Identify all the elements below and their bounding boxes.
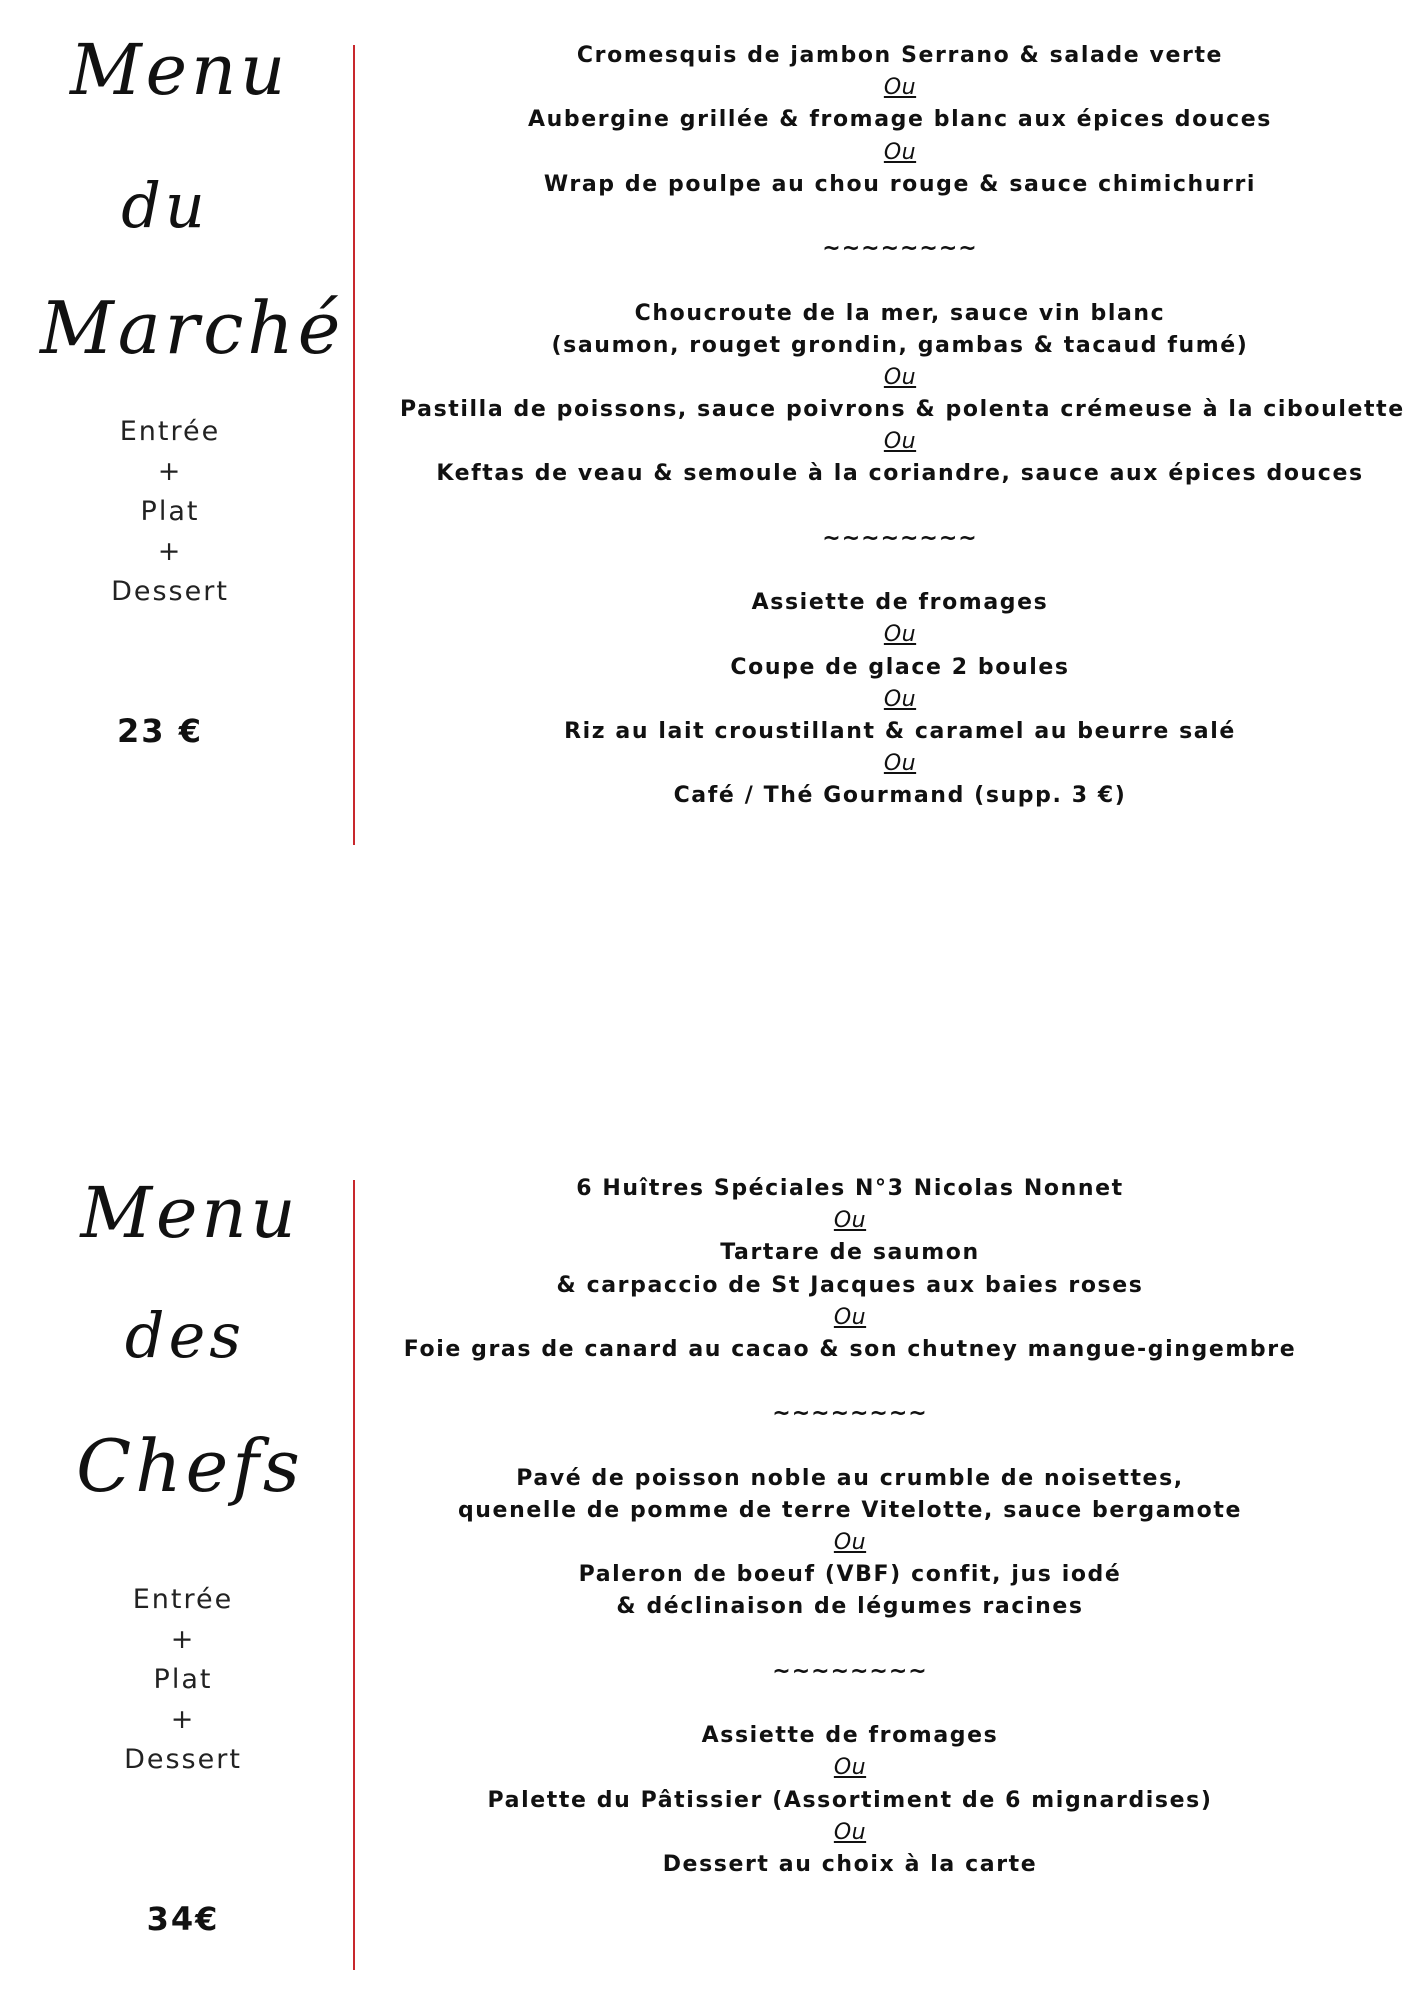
course-separator: ~~~~~~~~ <box>822 236 978 262</box>
menu-title-word-3: Marché <box>40 286 345 370</box>
dessert-item: Dessert au choix à la carte <box>662 1851 1038 1877</box>
entree-item: 6 Huîtres Spéciales N°3 Nicolas Nonnet <box>576 1176 1124 1201</box>
or-label: Ou <box>883 751 917 777</box>
or-label: Ou <box>833 1530 867 1556</box>
menu-title-word-1: Menu <box>80 1172 300 1254</box>
entree-item: Aubergine grillée & fromage blanc aux épices douces <box>528 107 1272 133</box>
entree-item: & carpaccio de St Jacques aux baies roses <box>556 1272 1144 1298</box>
or-label: Ou <box>883 75 917 101</box>
menu-title-word-1: Menu <box>70 29 290 111</box>
menu-formula <box>83 1580 283 1780</box>
formula-plus: + <box>157 536 183 567</box>
formula-dessert: Dessert <box>111 576 229 607</box>
formula-plat: Plat <box>153 1664 213 1695</box>
dessert-item: Assiette de fromages <box>701 1723 999 1749</box>
red-vertical-divider <box>353 45 355 845</box>
or-label: Ou <box>833 1304 867 1330</box>
menu-price: 23 € <box>117 712 203 750</box>
entree-item: Cromesquis de jambon Serrano & salade verte <box>576 43 1224 68</box>
or-label: Ou <box>833 1755 867 1781</box>
menu-du-marche-section <box>0 0 1414 850</box>
formula-plat: Plat <box>140 496 200 527</box>
formula-entree: Entrée <box>132 1584 234 1615</box>
menu-price: 34€ <box>146 1900 220 1938</box>
menu-formula <box>70 412 270 612</box>
or-label: Ou <box>833 1819 867 1845</box>
entree-item: Tartare de saumon <box>720 1240 980 1266</box>
or-label: Ou <box>883 622 917 648</box>
dessert-item: Assiette de fromages <box>751 590 1049 616</box>
plat-item: Choucroute de la mer, sauce vin blanc <box>634 300 1166 326</box>
menu-des-chefs-section <box>0 1140 1414 2000</box>
plat-item: (saumon, rouget grondin, gambas & tacaud fumé) <box>551 332 1249 358</box>
formula-dessert: Dessert <box>124 1744 242 1775</box>
course-separator: ~~~~~~~~ <box>822 525 978 551</box>
plat-item: Pastilla de poissons, sauce poivrons & polenta crémeuse à la ciboulette <box>400 397 1405 423</box>
or-label: Ou <box>883 139 917 165</box>
menu-courses <box>390 1173 1310 1881</box>
entree-item: Foie gras de canard au cacao & son chutney mangue-gingembre <box>403 1336 1297 1362</box>
menu-title-word-2: des <box>124 1299 246 1372</box>
or-label: Ou <box>883 429 917 455</box>
formula-plus: + <box>170 1704 196 1735</box>
plat-item: Keftas de veau & semoule à la coriandre, sauce aux épices douces <box>436 461 1364 487</box>
or-label: Ou <box>883 364 917 390</box>
dessert-item: Café / Thé Gourmand (supp. 3 €) <box>673 783 1127 809</box>
menu-courses <box>400 40 1405 813</box>
menu-title-word-3: Chefs <box>76 1424 304 1508</box>
dessert-item: Coupe de glace 2 boules <box>730 654 1070 680</box>
or-label: Ou <box>883 686 917 712</box>
entree-item: Wrap de poulpe au chou rouge & sauce chimichurri <box>543 171 1257 197</box>
plat-item: Pavé de poisson noble au crumble de noisettes, <box>516 1465 1184 1491</box>
dessert-item: Palette du Pâtissier (Assortiment de 6 mignardises) <box>487 1787 1213 1813</box>
formula-plus: + <box>170 1624 196 1655</box>
course-separator: ~~~~~~~~ <box>772 1658 928 1684</box>
formula-plus: + <box>157 456 183 487</box>
plat-item: quenelle de pomme de terre Vitelotte, sauce bergamote <box>457 1497 1243 1523</box>
course-separator: ~~~~~~~~ <box>772 1401 928 1427</box>
menu-title-word-2: du <box>121 169 209 242</box>
or-label: Ou <box>833 1208 867 1234</box>
plat-item: Paleron de boeuf (VBF) confit, jus iodé <box>578 1562 1122 1588</box>
red-vertical-divider <box>353 1180 355 1970</box>
dessert-item: Riz au lait croustillant & caramel au beurre salé <box>564 718 1236 744</box>
plat-item: & déclinaison de légumes racines <box>616 1594 1084 1620</box>
formula-entree: Entrée <box>119 416 221 447</box>
